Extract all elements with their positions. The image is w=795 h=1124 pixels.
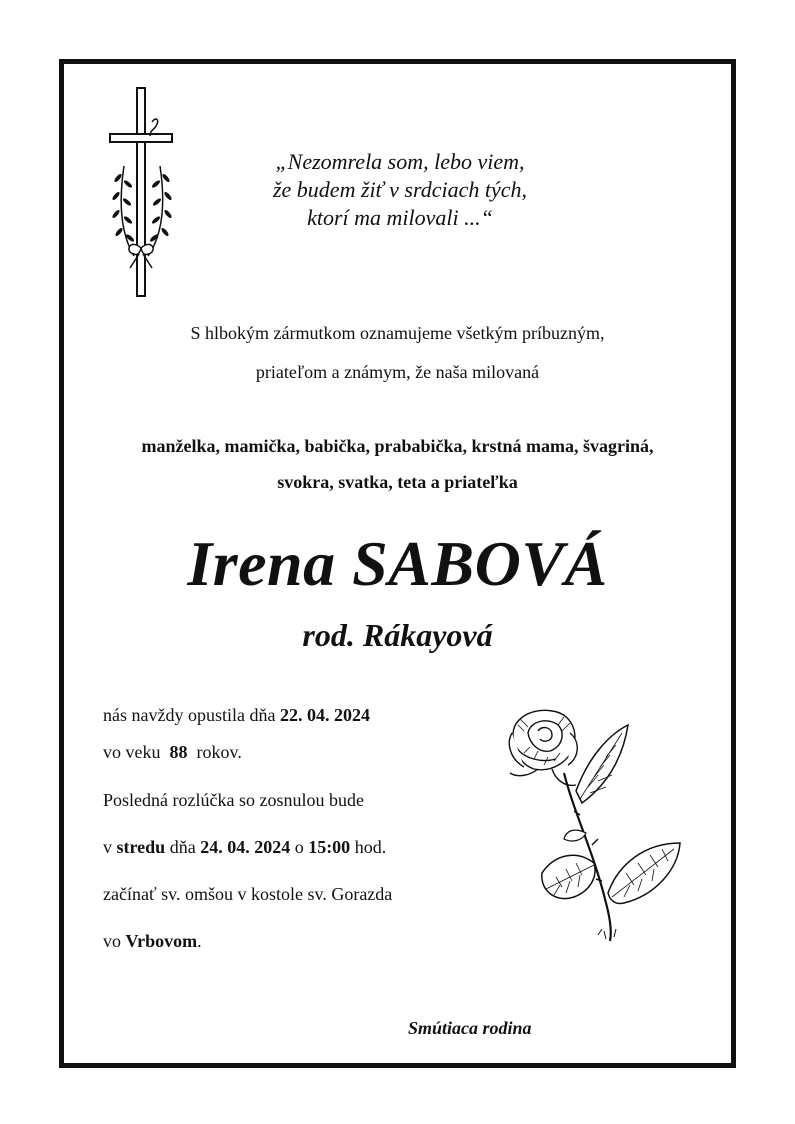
departed-prefix: nás navždy opustila dňa (103, 705, 280, 725)
deceased-name: Irena SABOVÁ (187, 528, 608, 599)
relations-line-1: manželka, mamička, babička, prababička, krstná mama, švagriná, (141, 436, 654, 456)
cross-icon (104, 86, 180, 302)
funeral-suffix: hod. (350, 837, 387, 857)
rose-icon (494, 703, 688, 943)
motto-line-1: „Nezomrela som, lebo viem, (275, 149, 525, 174)
farewell-line: Posledná rozlúčka so zosnulou bude (103, 790, 364, 810)
age-line (103, 742, 242, 763)
departed-date: 22. 04. 2024 (279, 705, 370, 725)
place-suffix: . (197, 931, 202, 951)
place-prefix: vo (103, 931, 126, 951)
funeral-mid: dňa (165, 837, 201, 857)
funeral-day: stredu (116, 837, 166, 857)
motto-line-3: ktorí ma milovali ...“ (307, 205, 493, 230)
funeral-time: 15:00 (308, 837, 351, 857)
funeral-line (103, 837, 386, 858)
age-prefix: vo veku (103, 742, 165, 762)
funeral-prefix: v (103, 837, 117, 857)
departed-line (103, 705, 370, 726)
signature: Smútiaca rodina (408, 1018, 532, 1038)
funeral-at: o (290, 837, 309, 857)
place-line (103, 931, 202, 952)
age-value: 88 (169, 742, 188, 762)
intro-line-2: priateľom a známym, že naša milovaná (255, 362, 540, 382)
maiden-name: rod. Rákayová (302, 617, 493, 653)
relations-line-2: svokra, svatka, teta a priateľka (277, 472, 518, 492)
mass-line: začínať sv. omšou v kostole sv. Gorazda (103, 884, 393, 904)
intro-line-1: S hlbokým zármutkom oznamujeme všetkým príbuzným, (190, 323, 605, 343)
funeral-date: 24. 04. 2024 (200, 837, 291, 857)
age-suffix: rokov. (192, 742, 242, 762)
motto-quote (220, 148, 580, 232)
place-name: Vrbovom (125, 931, 198, 951)
motto-line-2: že budem žiť v srdciach tých, (272, 177, 527, 202)
